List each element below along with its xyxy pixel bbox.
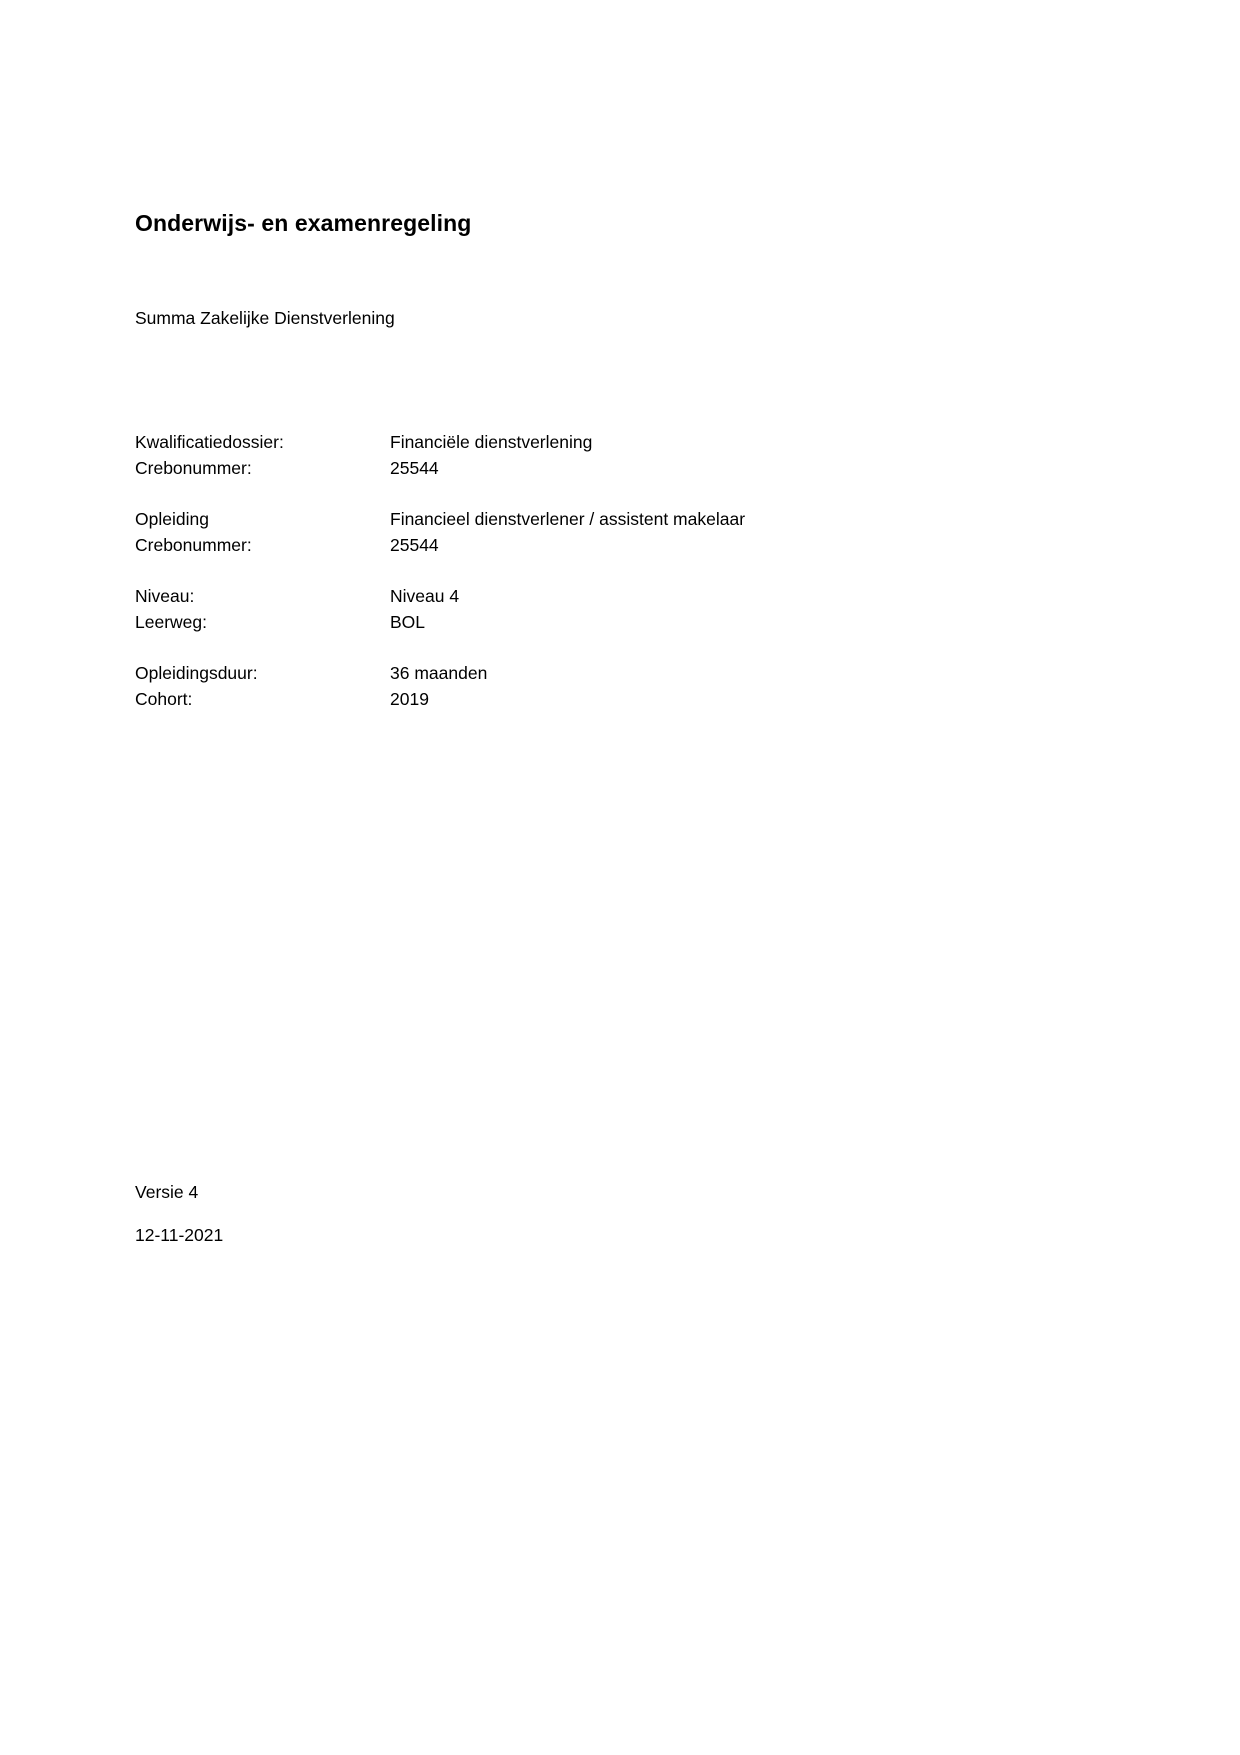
metadata-row bbox=[135, 507, 955, 533]
metadata-label: Opleidingsduur: bbox=[135, 663, 258, 683]
document-footer bbox=[135, 1180, 735, 1248]
metadata-row bbox=[135, 610, 955, 636]
metadata-group bbox=[135, 661, 955, 712]
metadata-value: Financieel dienstverlener / assistent makelaar bbox=[390, 509, 746, 529]
date-label: 12-11-2021 bbox=[135, 1225, 224, 1245]
document-subtitle: Summa Zakelijke Dienstverlening bbox=[135, 308, 395, 328]
metadata-row bbox=[135, 533, 955, 559]
metadata-value: Niveau 4 bbox=[390, 586, 460, 606]
metadata-row bbox=[135, 456, 955, 482]
page-title: Onderwijs- en examenregeling bbox=[135, 210, 472, 236]
metadata-group bbox=[135, 507, 955, 558]
metadata-label: Leerweg: bbox=[135, 611, 207, 632]
metadata-row bbox=[135, 661, 955, 687]
metadata-label: Cohort: bbox=[135, 688, 193, 709]
metadata-group bbox=[135, 430, 955, 481]
metadata-value: 2019 bbox=[390, 688, 429, 709]
metadata-label: Kwalificatiedossier: bbox=[135, 432, 284, 452]
metadata-label: Niveau: bbox=[135, 586, 195, 606]
metadata-label: Opleiding bbox=[135, 509, 209, 529]
metadata-value: BOL bbox=[390, 611, 426, 632]
metadata-value: Financiële dienstverlening bbox=[390, 432, 593, 452]
metadata-label: Crebonummer: bbox=[135, 534, 252, 555]
metadata-label: Crebonummer: bbox=[135, 457, 252, 478]
metadata-value: 25544 bbox=[390, 534, 439, 555]
metadata-row bbox=[135, 687, 955, 713]
metadata-group bbox=[135, 584, 955, 635]
metadata-row bbox=[135, 584, 955, 610]
metadata-row bbox=[135, 430, 955, 456]
metadata-block bbox=[135, 430, 955, 738]
metadata-value: 36 maanden bbox=[390, 663, 488, 683]
version-label: Versie 4 bbox=[135, 1182, 199, 1202]
metadata-value: 25544 bbox=[390, 457, 439, 478]
